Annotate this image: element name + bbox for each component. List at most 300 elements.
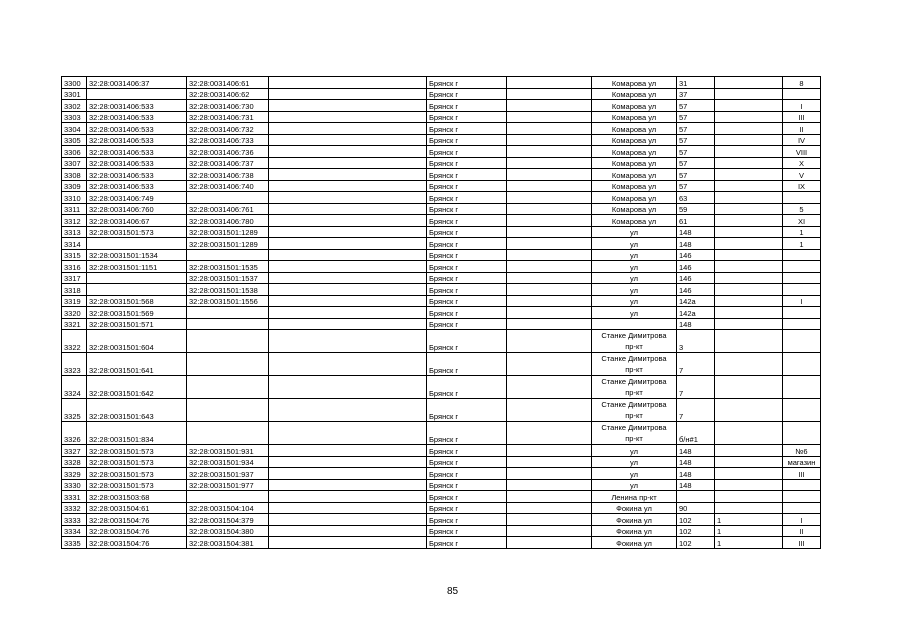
table-row (62, 295, 821, 307)
street-cell: Комарова ул (592, 88, 677, 100)
premises-cell: №6 (783, 445, 821, 457)
cadastral-number-cell (187, 307, 269, 319)
cadastral-number-cell: 32:28:0031501:937 (187, 468, 269, 480)
blank-cell (269, 238, 427, 250)
city-cell: Брянск г (427, 479, 507, 491)
street-cell: Фокина ул (592, 514, 677, 526)
cadastral-parent-cell (87, 284, 187, 296)
building-cell (715, 307, 783, 319)
house-number-cell (677, 491, 715, 503)
building-cell (715, 238, 783, 250)
city-cell: Брянск г (427, 169, 507, 181)
table-body (62, 77, 821, 549)
street-cell (592, 318, 677, 330)
house-number-cell: 57 (677, 146, 715, 158)
cadastral-parent-cell: 32:28:0031406:533 (87, 123, 187, 135)
cadastral-parent-cell (87, 272, 187, 284)
blank-cell (269, 318, 427, 330)
row-number-cell: 3335 (62, 537, 87, 549)
street-cell: ул (592, 307, 677, 319)
district-cell (507, 77, 592, 89)
cadastral-parent-cell: 32:28:0031406:533 (87, 169, 187, 181)
row-number-cell: 3312 (62, 215, 87, 227)
street-cell: Комарова ул (592, 157, 677, 169)
house-number-cell: 148 (677, 318, 715, 330)
street-cell: Фокина ул (592, 525, 677, 537)
premises-cell: III (783, 537, 821, 549)
cadastral-parent-cell: 32:28:0031501:642 (87, 376, 187, 399)
street-cell: ул (592, 272, 677, 284)
district-cell (507, 249, 592, 261)
street-cell: Станке Димитрова пр-кт (592, 353, 677, 376)
house-number-cell: 7 (677, 376, 715, 399)
cadastral-number-cell: 32:28:0031504:380 (187, 525, 269, 537)
premises-cell (783, 88, 821, 100)
premises-cell (783, 330, 821, 353)
city-cell: Брянск г (427, 284, 507, 296)
cadastral-parent-cell: 32:28:0031504:76 (87, 537, 187, 549)
premises-cell (783, 192, 821, 204)
row-number-cell: 3333 (62, 514, 87, 526)
blank-cell (269, 284, 427, 296)
cadastral-parent-cell: 32:28:0031501:643 (87, 399, 187, 422)
city-cell: Брянск г (427, 295, 507, 307)
cadastral-parent-cell: 32:28:0031501:569 (87, 307, 187, 319)
row-number-cell: 3323 (62, 353, 87, 376)
cadastral-parent-cell: 32:28:0031501:573 (87, 468, 187, 480)
house-number-cell: 57 (677, 134, 715, 146)
house-number-cell: 57 (677, 157, 715, 169)
cadastral-number-cell (187, 330, 269, 353)
cadastral-parent-cell: 32:28:0031406:67 (87, 215, 187, 227)
city-cell: Брянск г (427, 192, 507, 204)
premises-cell: I (783, 514, 821, 526)
cadastral-number-cell (187, 249, 269, 261)
blank-cell (269, 422, 427, 445)
cadastral-parent-cell: 32:28:0031501:573 (87, 445, 187, 457)
district-cell (507, 479, 592, 491)
street-cell: Комарова ул (592, 100, 677, 112)
premises-cell: VIII (783, 146, 821, 158)
district-cell (507, 215, 592, 227)
row-number-cell: 3300 (62, 77, 87, 89)
row-number-cell: 3302 (62, 100, 87, 112)
premises-cell (783, 502, 821, 514)
blank-cell (269, 272, 427, 284)
cadastral-parent-cell: 32:28:0031501:1534 (87, 249, 187, 261)
premises-cell: II (783, 525, 821, 537)
row-number-cell: 3315 (62, 249, 87, 261)
street-cell: Комарова ул (592, 169, 677, 181)
blank-cell (269, 77, 427, 89)
row-number-cell: 3307 (62, 157, 87, 169)
house-number-cell: 57 (677, 100, 715, 112)
street-cell: Комарова ул (592, 77, 677, 89)
table-row (62, 272, 821, 284)
row-number-cell: 3303 (62, 111, 87, 123)
district-cell (507, 284, 592, 296)
blank-cell (269, 295, 427, 307)
table-row (62, 261, 821, 273)
city-cell: Брянск г (427, 180, 507, 192)
street-cell: Фокина ул (592, 502, 677, 514)
district-cell (507, 134, 592, 146)
district-cell (507, 272, 592, 284)
premises-cell: II (783, 123, 821, 135)
blank-cell (269, 456, 427, 468)
cadastral-number-cell: 32:28:0031406:737 (187, 157, 269, 169)
table-row (62, 203, 821, 215)
building-cell (715, 376, 783, 399)
cadastral-parent-cell: 32:28:0031501:573 (87, 226, 187, 238)
row-number-cell: 3308 (62, 169, 87, 181)
house-number-cell: 148 (677, 226, 715, 238)
table-row (62, 77, 821, 89)
house-number-cell: 57 (677, 111, 715, 123)
row-number-cell: 3313 (62, 226, 87, 238)
district-cell (507, 100, 592, 112)
city-cell: Брянск г (427, 514, 507, 526)
premises-cell (783, 249, 821, 261)
table-row (62, 479, 821, 491)
cadastral-number-cell (187, 376, 269, 399)
street-cell: Комарова ул (592, 146, 677, 158)
city-cell: Брянск г (427, 249, 507, 261)
district-cell (507, 123, 592, 135)
premises-cell: 1 (783, 226, 821, 238)
building-cell (715, 77, 783, 89)
city-cell: Брянск г (427, 318, 507, 330)
district-cell (507, 525, 592, 537)
house-number-cell: 90 (677, 502, 715, 514)
city-cell: Брянск г (427, 307, 507, 319)
cadastral-number-cell: 32:28:0031406:761 (187, 203, 269, 215)
premises-cell: 1 (783, 238, 821, 250)
street-cell: ул (592, 284, 677, 296)
cadastral-number-cell: 32:28:0031406:740 (187, 180, 269, 192)
blank-cell (269, 376, 427, 399)
house-number-cell: 148 (677, 479, 715, 491)
cadastral-parent-cell: 32:28:0031501:604 (87, 330, 187, 353)
blank-cell (269, 330, 427, 353)
street-cell: ул (592, 295, 677, 307)
cadastral-number-cell: 32:28:0031406:780 (187, 215, 269, 227)
blank-cell (269, 146, 427, 158)
cadastral-parent-cell: 32:28:0031406:760 (87, 203, 187, 215)
page-number: 85 (446, 586, 459, 597)
city-cell: Брянск г (427, 399, 507, 422)
premises-cell: XI (783, 215, 821, 227)
street-cell: Станке Димитрова пр-кт (592, 399, 677, 422)
house-number-cell: 102 (677, 537, 715, 549)
row-number-cell: 3322 (62, 330, 87, 353)
house-number-cell: 148 (677, 468, 715, 480)
table-row (62, 399, 821, 422)
row-number-cell: 3311 (62, 203, 87, 215)
blank-cell (269, 203, 427, 215)
premises-cell (783, 284, 821, 296)
building-cell (715, 399, 783, 422)
premises-cell (783, 272, 821, 284)
blank-cell (269, 514, 427, 526)
city-cell: Брянск г (427, 537, 507, 549)
row-number-cell: 3319 (62, 295, 87, 307)
building-cell (715, 353, 783, 376)
cadastral-parent-cell: 32:28:0031406:533 (87, 100, 187, 112)
street-cell: Комарова ул (592, 134, 677, 146)
cadastral-number-cell: 32:28:0031406:733 (187, 134, 269, 146)
cadastral-number-cell: 32:28:0031501:1289 (187, 226, 269, 238)
house-number-cell: 57 (677, 169, 715, 181)
row-number-cell: 3325 (62, 399, 87, 422)
cadastral-parent-cell: 32:28:0031406:533 (87, 134, 187, 146)
row-number-cell: 3318 (62, 284, 87, 296)
district-cell (507, 146, 592, 158)
city-cell: Брянск г (427, 77, 507, 89)
building-cell (715, 249, 783, 261)
table-row (62, 123, 821, 135)
table-row (62, 445, 821, 457)
cadastral-number-cell: 32:28:0031501:934 (187, 456, 269, 468)
building-cell (715, 180, 783, 192)
building-cell (715, 123, 783, 135)
blank-cell (269, 353, 427, 376)
blank-cell (269, 525, 427, 537)
building-cell (715, 468, 783, 480)
city-cell: Брянск г (427, 215, 507, 227)
district-cell (507, 353, 592, 376)
building-cell (715, 272, 783, 284)
blank-cell (269, 192, 427, 204)
district-cell (507, 422, 592, 445)
street-cell: ул (592, 226, 677, 238)
blank-cell (269, 215, 427, 227)
row-number-cell: 3317 (62, 272, 87, 284)
row-number-cell: 3328 (62, 456, 87, 468)
row-number-cell: 3316 (62, 261, 87, 273)
city-cell: Брянск г (427, 203, 507, 215)
cadastral-number-cell (187, 422, 269, 445)
table-row (62, 514, 821, 526)
blank-cell (269, 445, 427, 457)
street-cell: Комарова ул (592, 215, 677, 227)
row-number-cell: 3329 (62, 468, 87, 480)
house-number-cell: 7 (677, 353, 715, 376)
house-number-cell: 57 (677, 180, 715, 192)
district-cell (507, 514, 592, 526)
cadastral-number-cell: 32:28:0031406:738 (187, 169, 269, 181)
cadastral-parent-cell: 32:28:0031501:641 (87, 353, 187, 376)
table-row (62, 215, 821, 227)
house-number-cell: 146 (677, 272, 715, 284)
building-cell (715, 284, 783, 296)
city-cell: Брянск г (427, 100, 507, 112)
premises-cell: IX (783, 180, 821, 192)
city-cell: Брянск г (427, 157, 507, 169)
district-cell (507, 261, 592, 273)
premises-cell: I (783, 100, 821, 112)
district-cell (507, 468, 592, 480)
district-cell (507, 203, 592, 215)
premises-cell: магазин (783, 456, 821, 468)
blank-cell (269, 491, 427, 503)
district-cell (507, 180, 592, 192)
table-row (62, 491, 821, 503)
table-row (62, 169, 821, 181)
building-cell (715, 157, 783, 169)
row-number-cell: 3314 (62, 238, 87, 250)
district-cell (507, 157, 592, 169)
city-cell: Брянск г (427, 123, 507, 135)
cadastral-number-cell (187, 399, 269, 422)
cadastral-number-cell (187, 491, 269, 503)
cadastral-number-cell: 32:28:0031406:730 (187, 100, 269, 112)
premises-cell (783, 353, 821, 376)
building-cell (715, 456, 783, 468)
house-number-cell: 37 (677, 88, 715, 100)
cadastral-number-cell: 32:28:0031406:736 (187, 146, 269, 158)
street-cell: Фокина ул (592, 537, 677, 549)
building-cell: 1 (715, 525, 783, 537)
premises-cell (783, 422, 821, 445)
cadastral-number-cell: 32:28:0031501:1537 (187, 272, 269, 284)
table-row (62, 353, 821, 376)
building-cell (715, 479, 783, 491)
district-cell (507, 169, 592, 181)
row-number-cell: 3327 (62, 445, 87, 457)
cadastral-parent-cell: 32:28:0031406:37 (87, 77, 187, 89)
cadastral-parent-cell: 32:28:0031406:533 (87, 157, 187, 169)
city-cell: Брянск г (427, 456, 507, 468)
row-number-cell: 3332 (62, 502, 87, 514)
blank-cell (269, 134, 427, 146)
building-cell (715, 261, 783, 273)
building-cell (715, 295, 783, 307)
cadastral-parent-cell: 32:28:0031406:533 (87, 180, 187, 192)
blank-cell (269, 307, 427, 319)
premises-cell: III (783, 468, 821, 480)
table-row (62, 318, 821, 330)
city-cell: Брянск г (427, 226, 507, 238)
cadastral-parent-cell: 32:28:0031501:573 (87, 479, 187, 491)
district-cell (507, 330, 592, 353)
district-cell (507, 88, 592, 100)
house-number-cell: 59 (677, 203, 715, 215)
cadastral-number-cell: 32:28:0031501:1538 (187, 284, 269, 296)
premises-cell (783, 479, 821, 491)
street-cell: ул (592, 238, 677, 250)
building-cell (715, 111, 783, 123)
row-number-cell: 3320 (62, 307, 87, 319)
building-cell (715, 169, 783, 181)
table-row (62, 157, 821, 169)
city-cell: Брянск г (427, 491, 507, 503)
cadastral-parent-cell: 32:28:0031503:68 (87, 491, 187, 503)
premises-cell (783, 399, 821, 422)
cadastral-parent-cell: 32:28:0031501:834 (87, 422, 187, 445)
premises-cell: 8 (783, 77, 821, 89)
city-cell: Брянск г (427, 330, 507, 353)
blank-cell (269, 261, 427, 273)
premises-cell (783, 376, 821, 399)
city-cell: Брянск г (427, 468, 507, 480)
city-cell: Брянск г (427, 376, 507, 399)
cadastral-number-cell (187, 318, 269, 330)
premises-cell (783, 261, 821, 273)
building-cell (715, 215, 783, 227)
building-cell (715, 134, 783, 146)
house-number-cell: 63 (677, 192, 715, 204)
blank-cell (269, 399, 427, 422)
city-cell: Брянск г (427, 111, 507, 123)
table-row (62, 502, 821, 514)
premises-cell: V (783, 169, 821, 181)
building-cell: 1 (715, 514, 783, 526)
row-number-cell: 3305 (62, 134, 87, 146)
premises-cell (783, 491, 821, 503)
table-row (62, 249, 821, 261)
table-row (62, 422, 821, 445)
blank-cell (269, 123, 427, 135)
house-number-cell: 146 (677, 284, 715, 296)
premises-cell: 5 (783, 203, 821, 215)
blank-cell (269, 111, 427, 123)
table-row (62, 100, 821, 112)
building-cell (715, 203, 783, 215)
row-number-cell: 3324 (62, 376, 87, 399)
house-number-cell: 3 (677, 330, 715, 353)
district-cell (507, 502, 592, 514)
cadastral-parent-cell: 32:28:0031406:533 (87, 146, 187, 158)
cadastral-number-cell: 32:28:0031504:104 (187, 502, 269, 514)
cadastral-number-cell: 32:28:0031501:1289 (187, 238, 269, 250)
house-number-cell: 148 (677, 445, 715, 457)
blank-cell (269, 180, 427, 192)
street-cell: ул (592, 261, 677, 273)
district-cell (507, 491, 592, 503)
city-cell: Брянск г (427, 134, 507, 146)
city-cell: Брянск г (427, 146, 507, 158)
building-cell (715, 226, 783, 238)
street-cell: Комарова ул (592, 203, 677, 215)
table-row (62, 468, 821, 480)
house-number-cell: 146 (677, 261, 715, 273)
table-row (62, 537, 821, 549)
table-row (62, 180, 821, 192)
city-cell: Брянск г (427, 422, 507, 445)
house-number-cell: 142а (677, 295, 715, 307)
house-number-cell: 57 (677, 123, 715, 135)
blank-cell (269, 169, 427, 181)
row-number-cell: 3309 (62, 180, 87, 192)
street-cell: Станке Димитрова пр-кт (592, 376, 677, 399)
street-cell: ул (592, 445, 677, 457)
building-cell (715, 318, 783, 330)
cadastral-parent-cell: 32:28:0031501:571 (87, 318, 187, 330)
building-cell (715, 330, 783, 353)
building-cell (715, 192, 783, 204)
house-number-cell: 148 (677, 238, 715, 250)
blank-cell (269, 157, 427, 169)
city-cell: Брянск г (427, 272, 507, 284)
cadastral-number-cell: 32:28:0031406:61 (187, 77, 269, 89)
row-number-cell: 3331 (62, 491, 87, 503)
cadastral-number-cell: 32:28:0031504:381 (187, 537, 269, 549)
cadastral-number-cell: 32:28:0031406:731 (187, 111, 269, 123)
street-cell: ул (592, 456, 677, 468)
district-cell (507, 307, 592, 319)
blank-cell (269, 249, 427, 261)
